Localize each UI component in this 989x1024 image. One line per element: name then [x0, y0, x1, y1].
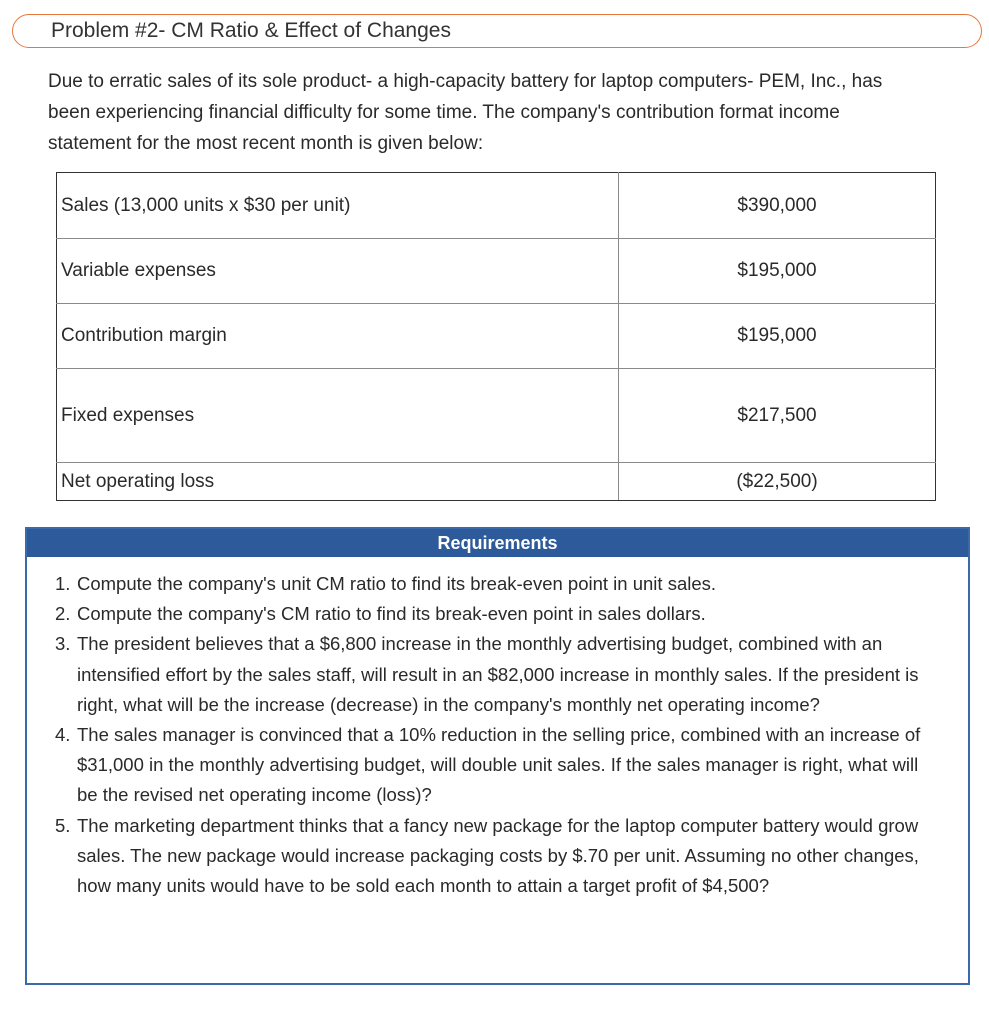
table-row — [57, 304, 936, 369]
table-row — [57, 239, 936, 304]
row-label: Variable expenses — [57, 239, 619, 304]
item-text: The sales manager is convinced that a 10% reduction in the selling price, combined with an increase of $31,000 in the monthly advertising budget, will double unit sales. If the sales manager is right, what will be the revised net operating income (loss)? — [77, 724, 921, 806]
list-item — [55, 569, 935, 599]
requirements-header: Requirements — [27, 529, 968, 557]
item-text: The president believes that a $6,800 increase in the monthly advertising budget, combined with an intensified effort by the sales staff, will result in an $82,000 increase in monthly sales. If the president is right, what will be the increase (decrease) in the company's monthly net operating income? — [77, 633, 919, 715]
table-row — [57, 173, 936, 239]
item-number: 3. — [55, 633, 71, 655]
problem-title-bar — [12, 14, 982, 48]
problem-intro: Due to erratic sales of its sole product- a high-capacity battery for laptop computers- PEM, Inc., has been experiencing financial difficulty for some time. The company's contribution format income statement for the most recent month is given below: — [48, 71, 883, 154]
list-item — [55, 599, 935, 629]
table-row — [57, 369, 936, 463]
row-label: Sales (13,000 units x $30 per unit) — [57, 173, 619, 239]
row-value: $195,000 — [619, 239, 936, 304]
item-number: 5. — [55, 814, 71, 836]
requirements-panel — [25, 527, 970, 985]
row-label: Contribution margin — [57, 304, 619, 369]
item-text: Compute the company's unit CM ratio to find its break-even point in unit sales. — [77, 573, 717, 594]
requirements-list — [55, 569, 935, 901]
item-text: The marketing department thinks that a fancy new package for the laptop computer battery would grow sales. The new package would increase packaging costs by $.70 per unit. Assuming no other changes, how many units would have to be sold each month to attain a target profit of $4,500? — [77, 814, 919, 897]
table-row — [57, 463, 936, 501]
row-value: $390,000 — [619, 173, 936, 239]
row-value: ($22,500) — [619, 463, 936, 501]
income-statement-table — [56, 172, 936, 501]
item-number: 1. — [55, 573, 71, 594]
item-number: 2. — [55, 603, 71, 625]
problem-title: Problem #2- CM Ratio & Effect of Changes — [51, 19, 451, 42]
list-item — [55, 811, 935, 902]
row-value: $217,500 — [619, 369, 936, 463]
row-label: Net operating loss — [57, 463, 619, 501]
list-item — [55, 629, 935, 720]
row-label: Fixed expenses — [57, 369, 619, 463]
row-value: $195,000 — [619, 304, 936, 369]
list-item — [55, 720, 935, 811]
item-text: Compute the company's CM ratio to find its break-even point in sales dollars. — [77, 603, 706, 625]
item-number: 4. — [55, 724, 71, 746]
